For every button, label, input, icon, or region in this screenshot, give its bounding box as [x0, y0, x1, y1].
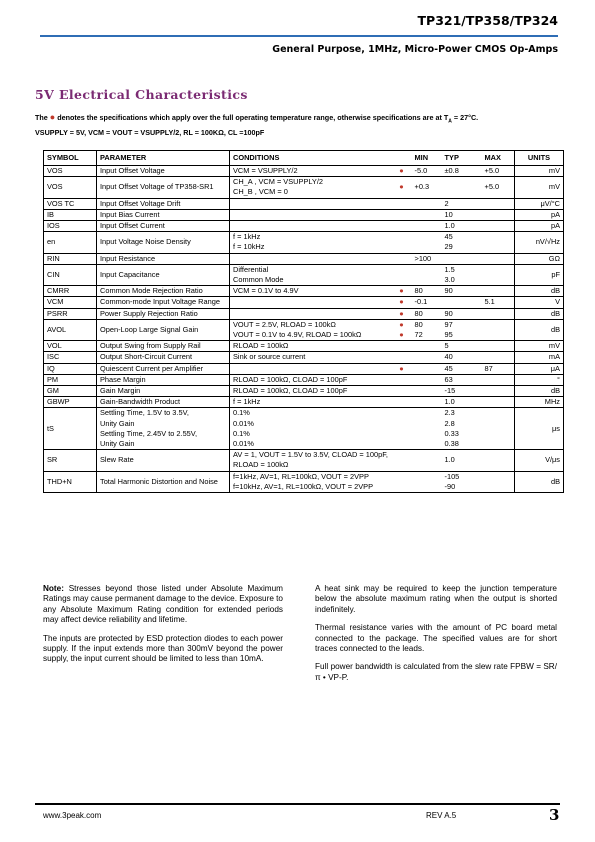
intro-line1: denotes the specifications which apply over the full operating temperature range, otherwise specifications are at T — [57, 113, 449, 122]
cell-sym: GM — [44, 386, 97, 397]
table-body — [44, 166, 564, 493]
cell-max — [482, 209, 515, 220]
cell-min — [412, 450, 442, 471]
cell-typ: 5 — [442, 341, 482, 352]
cell-param: Input Offset Current — [97, 221, 230, 232]
header-max: MAX — [482, 151, 515, 166]
notes-right — [315, 584, 557, 691]
cell-dot — [392, 386, 412, 397]
cell-typ: 10 — [442, 209, 482, 220]
cell-cond — [230, 253, 392, 264]
table-row — [44, 198, 564, 209]
cell-min — [412, 264, 442, 285]
table-row — [44, 177, 564, 198]
cell-param: Input Voltage Noise Density — [97, 232, 230, 253]
cell-unit: dB — [515, 286, 564, 297]
cell-typ — [442, 253, 482, 264]
cell-dot: ● — [392, 363, 412, 374]
cell-unit: pF — [515, 264, 564, 285]
cell-unit: mV — [515, 166, 564, 177]
cell-unit: μV/°C — [515, 198, 564, 209]
cell-sym: GBWP — [44, 397, 97, 408]
cell-dot — [392, 397, 412, 408]
intro-the: The — [35, 113, 48, 122]
cell-dot — [392, 221, 412, 232]
table-row — [44, 221, 564, 232]
cell-param: Common Mode Rejection Ratio — [97, 286, 230, 297]
cell-min: -0.1 — [412, 297, 442, 308]
cell-dot: ● — [392, 286, 412, 297]
note-paragraph: Full power bandwidth is calculated from the slew rate FPBW = SR/π • VP-P. — [315, 662, 557, 682]
cell-max — [482, 386, 515, 397]
cell-dot: ● — [392, 297, 412, 308]
note-paragraph — [43, 584, 283, 626]
cell-unit: pA — [515, 221, 564, 232]
section-title: 5V Electrical Characteristics — [35, 87, 248, 102]
cell-param: Quiescent Current per Amplifier — [97, 363, 230, 374]
cell-min — [412, 341, 442, 352]
cell-param: Input Offset Voltage — [97, 166, 230, 177]
cell-dot — [392, 198, 412, 209]
cell-max — [482, 397, 515, 408]
table-row — [44, 363, 564, 374]
cell-sym: IB — [44, 209, 97, 220]
cell-unit: V/μs — [515, 450, 564, 471]
cell-sym: AVOL — [44, 319, 97, 340]
table-row — [44, 319, 564, 340]
cell-unit: MHz — [515, 397, 564, 408]
intro-line1-end: = 27°C. — [453, 113, 479, 122]
cell-max — [482, 319, 515, 340]
cell-typ: 1.5 3.0 — [442, 264, 482, 285]
cell-typ: ±0.8 — [442, 166, 482, 177]
cell-sym: VOS — [44, 166, 97, 177]
footer-revision: REV A.5 — [426, 811, 457, 820]
table-header-row — [44, 151, 564, 166]
cell-dot — [392, 341, 412, 352]
cell-cond: 0.1% 0.01% 0.1% 0.01% — [230, 408, 392, 450]
cell-max — [482, 374, 515, 385]
cell-max: +5.0 — [482, 166, 515, 177]
table-row — [44, 386, 564, 397]
cell-sym: THD+N — [44, 471, 97, 492]
cell-sym: RIN — [44, 253, 97, 264]
cell-typ: 45 29 — [442, 232, 482, 253]
cell-cond: RLOAD = 100kΩ — [230, 341, 392, 352]
cell-param: Input Capacitance — [97, 264, 230, 285]
header-dot — [392, 151, 412, 166]
cell-min: +0.3 — [412, 177, 442, 198]
cell-param: Slew Rate — [97, 450, 230, 471]
electrical-characteristics-table — [43, 150, 564, 493]
cell-dot — [392, 471, 412, 492]
cell-sym: VOS — [44, 177, 97, 198]
cell-dot — [392, 352, 412, 363]
cell-sym: VCM — [44, 297, 97, 308]
cell-typ: 2 — [442, 198, 482, 209]
table-row — [44, 264, 564, 285]
cell-param: Output Short-Circuit Current — [97, 352, 230, 363]
table-row — [44, 397, 564, 408]
cell-dot — [392, 408, 412, 450]
cell-sym: CMRR — [44, 286, 97, 297]
cell-min — [412, 408, 442, 450]
cell-max — [482, 198, 515, 209]
cell-typ: 97 95 — [442, 319, 482, 340]
header-parameter: PARAMETER — [97, 151, 230, 166]
cell-param: Gain Margin — [97, 386, 230, 397]
cell-max — [482, 221, 515, 232]
cell-param: Input Bias Current — [97, 209, 230, 220]
cell-unit: μA — [515, 363, 564, 374]
part-numbers: TP321/TP358/TP324 — [417, 13, 558, 28]
cell-param: Common-mode Input Voltage Range — [97, 297, 230, 308]
cell-min: -5.0 — [412, 166, 442, 177]
header-units: UNITS — [515, 151, 564, 166]
cell-min: 80 72 — [412, 319, 442, 340]
cell-max — [482, 308, 515, 319]
cell-param: Input Resistance — [97, 253, 230, 264]
cell-min — [412, 363, 442, 374]
cell-max — [482, 408, 515, 450]
table-row — [44, 297, 564, 308]
cell-unit: pA — [515, 209, 564, 220]
cell-max — [482, 352, 515, 363]
cell-cond: CH_A , VCM = VSUPPLY/2 CH_B , VCM = 0 — [230, 177, 392, 198]
cell-unit: nV/√Hz — [515, 232, 564, 253]
cell-param: Gain-Bandwidth Product — [97, 397, 230, 408]
page-number: 3 — [549, 806, 560, 824]
cell-max — [482, 471, 515, 492]
cell-typ: 63 — [442, 374, 482, 385]
cell-typ: 1.0 — [442, 221, 482, 232]
cell-sym: tS — [44, 408, 97, 450]
cell-cond — [230, 198, 392, 209]
cell-dot — [392, 232, 412, 253]
note-label: Note: — [43, 584, 64, 593]
cell-max: +5.0 — [482, 177, 515, 198]
table-row — [44, 232, 564, 253]
cell-param: Input Offset Voltage of TP358-SR1 — [97, 177, 230, 198]
cell-cond: f = 1kHz f = 10kHz — [230, 232, 392, 253]
table-row — [44, 341, 564, 352]
cell-param: Power Supply Rejection Ratio — [97, 308, 230, 319]
header-typ: TYP — [442, 151, 482, 166]
table-row — [44, 374, 564, 385]
cell-sym: en — [44, 232, 97, 253]
cell-unit: ° — [515, 374, 564, 385]
cell-param: Open-Loop Large Signal Gain — [97, 319, 230, 340]
cell-param: Total Harmonic Distortion and Noise — [97, 471, 230, 492]
table-row — [44, 408, 564, 450]
cell-unit: dB — [515, 319, 564, 340]
cell-sym: IQ — [44, 363, 97, 374]
cell-max — [482, 253, 515, 264]
table-row — [44, 166, 564, 177]
cell-param: Output Swing from Supply Rail — [97, 341, 230, 352]
cell-dot: ● ● — [392, 319, 412, 340]
cell-sym: PM — [44, 374, 97, 385]
cell-unit: mV — [515, 341, 564, 352]
cell-dot — [392, 253, 412, 264]
cell-min — [412, 198, 442, 209]
cell-min — [412, 374, 442, 385]
cell-min — [412, 232, 442, 253]
table-row — [44, 286, 564, 297]
cell-unit: dB — [515, 386, 564, 397]
cell-min — [412, 397, 442, 408]
cell-cond: Differential Common Mode — [230, 264, 392, 285]
cell-cond — [230, 209, 392, 220]
cell-cond: VCM = 0.1V to 4.9V — [230, 286, 392, 297]
cell-dot: ● — [392, 177, 412, 198]
cell-dot: ● — [392, 308, 412, 319]
intro-text — [35, 112, 560, 138]
cell-cond — [230, 297, 392, 308]
cell-typ: 2.3 2.8 0.33 0.38 — [442, 408, 482, 450]
note-paragraph: Thermal resistance varies with the amount of PC board metal connected to the package. The specified values are for short traces connected to the leads. — [315, 623, 557, 654]
cell-param: Phase Margin — [97, 374, 230, 385]
cell-min: 80 — [412, 308, 442, 319]
intro-sub: A — [448, 118, 452, 125]
cell-min — [412, 352, 442, 363]
cell-min — [412, 471, 442, 492]
cell-typ: 40 — [442, 352, 482, 363]
table-row — [44, 308, 564, 319]
cell-typ: -15 — [442, 386, 482, 397]
intro-line2: VSUPPLY = 5V, VCM = VOUT = VSUPPLY/2, RL = 100KΩ, CL =100pF — [35, 128, 265, 138]
cell-max — [482, 450, 515, 471]
cell-unit: mA — [515, 352, 564, 363]
cell-min — [412, 386, 442, 397]
cell-cond: VCM = VSUPPLY/2 — [230, 166, 392, 177]
cell-unit: dB — [515, 471, 564, 492]
cell-max — [482, 286, 515, 297]
cell-typ — [442, 297, 482, 308]
cell-cond: RLOAD = 100kΩ, CLOAD = 100pF — [230, 386, 392, 397]
cell-typ — [442, 177, 482, 198]
cell-cond: RLOAD = 100kΩ, CLOAD = 100pF — [230, 374, 392, 385]
cell-dot — [392, 450, 412, 471]
cell-unit: μs — [515, 408, 564, 450]
cell-min — [412, 209, 442, 220]
cell-typ: -105 -90 — [442, 471, 482, 492]
note-paragraph: The inputs are protected by ESD protection diodes to each power supply. If the input extends more than 300mV beyond the power supply, the input current should be limited to less than 10mA. — [43, 633, 283, 664]
cell-max — [482, 341, 515, 352]
cell-min: >100 — [412, 253, 442, 264]
cell-min — [412, 221, 442, 232]
cell-sym: SR — [44, 450, 97, 471]
cell-cond: AV = 1, VOUT = 1.5V to 3.5V, CLOAD = 100pF, RLOAD = 100kΩ — [230, 450, 392, 471]
header-symbol: SYMBOL — [44, 151, 97, 166]
cell-cond: Sink or source current — [230, 352, 392, 363]
table-row — [44, 352, 564, 363]
cell-sym: CIN — [44, 264, 97, 285]
document-subtitle: General Purpose, 1MHz, Micro-Power CMOS Op-Amps — [272, 44, 558, 55]
cell-typ: 45 — [442, 363, 482, 374]
cell-param: Input Offset Voltage Drift — [97, 198, 230, 209]
cell-typ: 90 — [442, 286, 482, 297]
note-paragraph: A heat sink may be required to keep the junction temperature below the absolute maximum rating when the output is shorted indefinitely. — [315, 584, 557, 614]
note-text: Stresses beyond those listed under Absolute Maximum Ratings may cause permanent damage to the device. Exposure to any Absolute Maximum Rating condition for extended periods may affect device reliability and lifetime. — [43, 584, 283, 625]
cell-sym: IOS — [44, 221, 97, 232]
table-row — [44, 209, 564, 220]
cell-max: 5.1 — [482, 297, 515, 308]
cell-dot — [392, 374, 412, 385]
cell-unit: mV — [515, 177, 564, 198]
header-conditions: CONDITIONS — [230, 151, 392, 166]
cell-max — [482, 264, 515, 285]
cell-dot: ● — [392, 166, 412, 177]
cell-typ: 90 — [442, 308, 482, 319]
cell-cond — [230, 221, 392, 232]
footer-rule — [35, 803, 560, 805]
cell-sym: VOS TC — [44, 198, 97, 209]
table-row — [44, 471, 564, 492]
cell-max — [482, 232, 515, 253]
cell-cond: f = 1kHz — [230, 397, 392, 408]
cell-sym: ISC — [44, 352, 97, 363]
cell-unit: dB — [515, 308, 564, 319]
cell-cond: f=1kHz, AV=1, RL=100kΩ, VOUT = 2VPP f=10kHz, AV=1, RL=100kΩ, VOUT = 2VPP — [230, 471, 392, 492]
bullet-icon: ● — [49, 112, 56, 122]
cell-max: 87 — [482, 363, 515, 374]
table-row — [44, 253, 564, 264]
cell-cond — [230, 363, 392, 374]
header-rule — [40, 35, 558, 37]
cell-min: 80 — [412, 286, 442, 297]
table-row — [44, 450, 564, 471]
cell-typ: 1.0 — [442, 397, 482, 408]
cell-typ: 1.0 — [442, 450, 482, 471]
cell-dot — [392, 264, 412, 285]
cell-dot — [392, 209, 412, 220]
cell-sym: VOL — [44, 341, 97, 352]
header-min: MIN — [412, 151, 442, 166]
notes-left — [43, 584, 283, 673]
cell-param: Settling Time, 1.5V to 3.5V, Unity Gain Settling Time, 2.45V to 2.55V, Unity Gain — [97, 408, 230, 450]
cell-unit: GΩ — [515, 253, 564, 264]
cell-unit: V — [515, 297, 564, 308]
cell-cond: VOUT = 2.5V, RLOAD = 100kΩ VOUT = 0.1V to 4.9V, RLOAD = 100kΩ — [230, 319, 392, 340]
cell-cond — [230, 308, 392, 319]
cell-sym: PSRR — [44, 308, 97, 319]
footer-website-link[interactable]: www.3peak.com — [43, 811, 102, 820]
